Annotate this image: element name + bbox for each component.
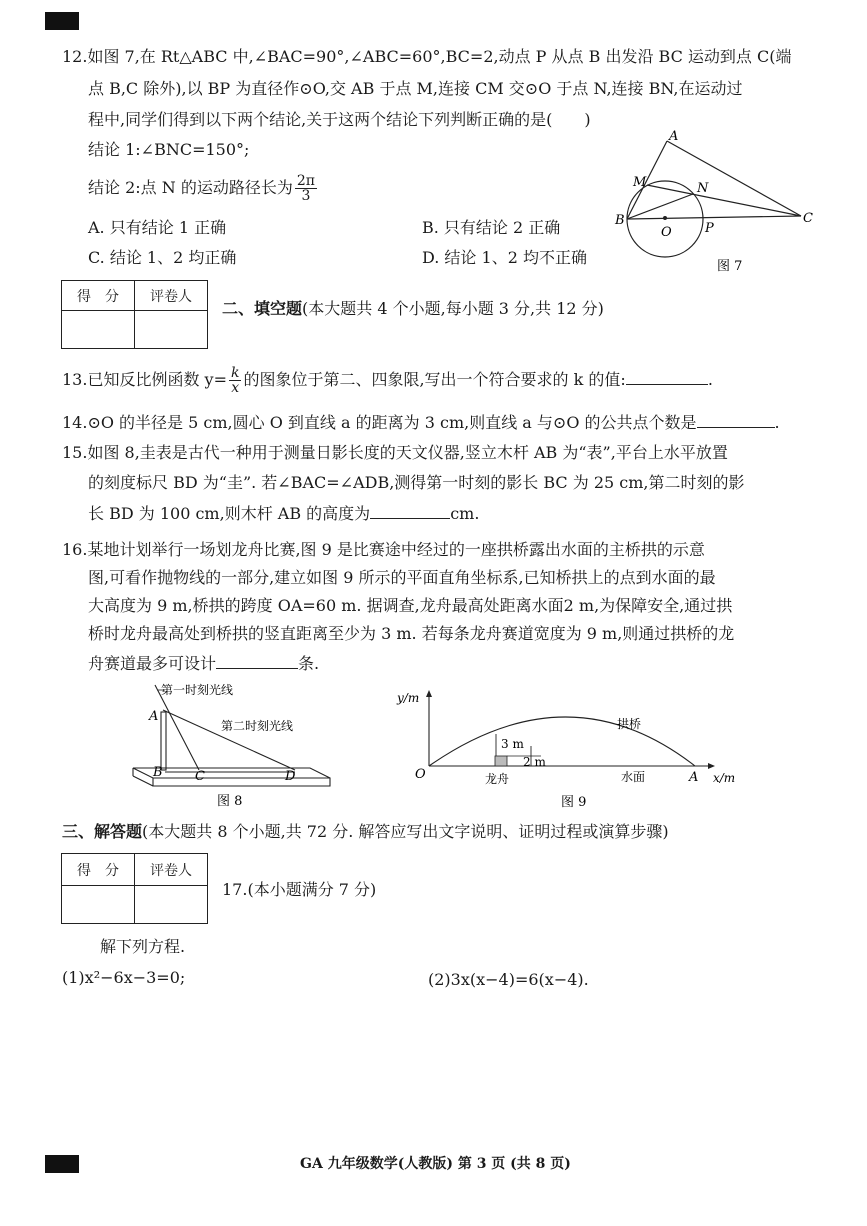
q17-instruction: 解下列方程. <box>100 937 186 956</box>
q13-prefix: 13.已知反比例函数 y= <box>62 370 227 389</box>
q13-fraction-num: k <box>230 365 240 381</box>
corner-mark-bottom <box>45 1155 79 1173</box>
fig7-label-m: M <box>633 175 647 190</box>
figure-9 <box>395 686 750 812</box>
grader-table-1 <box>61 280 208 349</box>
grader-score-label-2: 得 分 <box>62 854 135 886</box>
grader-score-label-1: 得 分 <box>62 281 135 311</box>
fig9-x-arrow <box>708 763 715 769</box>
q13-fraction-den: x <box>231 380 240 396</box>
q13 <box>62 360 713 400</box>
q14 <box>62 413 780 433</box>
section2-heading <box>222 299 604 319</box>
fig7-label-p: P <box>705 221 714 236</box>
q15-line3 <box>88 504 479 524</box>
q16-line4: 桥时龙舟最高处到桥拱的竖直距离至少为 3 m. 若每条龙舟赛道宽度为 9 m,则通过拱桥的龙 <box>88 624 735 643</box>
grader-reviewer-label-1: 评卷人 <box>135 281 208 311</box>
fig9-boat <box>495 756 507 766</box>
q17-title: 17.(本小题满分 7 分) <box>222 880 377 899</box>
fig7-label-n: N <box>697 181 709 196</box>
q12-line2: 点 B,C 除外),以 BP 为直径作⊙O,交 AB 于点 M,连接 CM 交⊙O 于点 N,连接 BN,在运动过 <box>88 79 743 98</box>
q13-suffix: 的图象位于第二、四象限,写出一个符合要求的 k 的值: <box>243 370 626 389</box>
q15-line2: 的刻度标尺 BD 为“圭”. 若∠BAC=∠ADB,测得第一时刻的影长 BC 为 25 cm,第二时刻的影 <box>88 473 745 492</box>
q12-conclusion2-text: 结论 2:点 N 的运动路径长为 <box>88 178 293 197</box>
q12-fraction-den: 3 <box>301 188 311 204</box>
q12-line1: 12.如图 7,在 Rt△ABC 中,∠BAC=90°,∠ABC=60°,BC=2,动点 P 从点 B 出发沿 BC 运动到点 C(端 <box>62 47 792 66</box>
fig8-label-c: C <box>195 769 205 784</box>
q14-answer-blank[interactable] <box>697 413 775 428</box>
fig9-water-label: 水面 <box>621 770 646 784</box>
fig8-platform-side <box>153 778 330 786</box>
section3-heading <box>62 822 669 842</box>
q15-line3-suffix: cm. <box>450 504 480 523</box>
page-footer: GA 九年级数学(人教版) 第 3 页 (共 8 页) <box>300 1156 571 1172</box>
q16-line3: 大高度为 9 m,桥拱的跨度 OA=60 m. 据调查,龙舟最高处距离水面2 m,为保障安全,通过拱 <box>88 596 733 615</box>
fig9-x-label: x/m <box>713 771 736 785</box>
q12-line3: 程中,同学们得到以下两个结论,关于这两个结论下列判断正确的是( ) <box>88 110 591 129</box>
figure-8 <box>125 680 350 810</box>
q16-line5-prefix: 舟赛道最多可设计 <box>88 654 217 673</box>
fig8-first-light-label: 第一时刻光线 <box>161 683 234 697</box>
q13-end: . <box>707 370 713 389</box>
fig8-label-a: A <box>149 709 159 724</box>
fig9-y-label: y/m <box>397 691 420 705</box>
fig9-y-arrow <box>426 690 432 697</box>
figure-7 <box>605 128 820 278</box>
section3-title: 三、解答题 <box>62 822 143 841</box>
fig7-segment-bc <box>627 216 801 219</box>
q12-conclusion2 <box>88 168 319 208</box>
fig8-first-light <box>155 685 199 770</box>
q12-option-b: B. 只有结论 2 正确 <box>422 218 561 237</box>
fig7-label-o: O <box>661 225 672 240</box>
q16-line5-suffix: 条. <box>298 654 320 673</box>
fig9-bridge-label: 拱桥 <box>617 717 642 731</box>
fig9-dim-3m-label: 3 m <box>501 737 524 751</box>
fig9-arch <box>429 717 695 766</box>
q15-answer-blank[interactable] <box>370 504 450 519</box>
grader-reviewer-label-2: 评卷人 <box>135 854 208 886</box>
q16-answer-blank[interactable] <box>216 654 298 669</box>
fig8-label-b: B <box>153 765 163 780</box>
fig7-segment-mc <box>647 185 801 216</box>
q16-line1: 16.某地计划举行一场划龙舟比赛,图 9 是比赛途中经过的一座拱桥露出水面的主桥拱的示意 <box>62 540 705 559</box>
fig7-segment-bn <box>627 194 693 219</box>
fig7-center-dot <box>663 216 667 220</box>
q17-part1: (1)x²−6x−3=0; <box>62 968 186 987</box>
fig9-point-a-label: A <box>689 770 699 785</box>
grader-reviewer-cell-1[interactable] <box>135 311 208 349</box>
corner-mark-top <box>45 12 79 30</box>
grader-reviewer-cell-2[interactable] <box>135 886 208 924</box>
q16-line5 <box>88 654 319 674</box>
q12-option-a: A. 只有结论 1 正确 <box>88 218 227 237</box>
section2-title: 二、填空题 <box>222 299 303 318</box>
fig8-platform-left-bottom <box>133 776 153 786</box>
grader-table-2 <box>61 853 208 924</box>
fig7-segment-ac <box>667 141 801 216</box>
fig7-label-c: C <box>803 211 813 226</box>
grader-score-cell-1[interactable] <box>62 311 135 349</box>
q15-line3-prefix: 长 BD 为 100 cm,则木杆 AB 的高度为 <box>88 504 371 523</box>
section2-note: (本大题共 4 个小题,每小题 3 分,共 12 分) <box>302 299 604 318</box>
q13-answer-blank[interactable] <box>626 370 708 385</box>
q12-conclusion1: 结论 1:∠BNC=150°; <box>88 140 250 159</box>
q12-fraction-num: 2π <box>296 173 315 189</box>
fig7-caption: 图 7 <box>717 259 743 274</box>
q14-end: . <box>774 413 780 432</box>
q17-part2: (2)3x(x−4)=6(x−4). <box>428 970 589 989</box>
fig7-label-b: B <box>615 213 625 228</box>
q13-fraction <box>229 366 241 395</box>
q14-text: 14.⊙O 的半径是 5 cm,圆心 O 到直线 a 的距离为 3 cm,则直线 a 与⊙O 的公共点个数是 <box>62 413 697 432</box>
q12-fraction <box>295 174 317 203</box>
section3-note: (本大题共 8 个小题,共 72 分. 解答应写出文字说明、证明过程或演算步骤) <box>142 822 669 841</box>
fig9-origin-label: O <box>415 767 426 782</box>
fig8-caption: 图 8 <box>217 794 243 809</box>
fig8-label-d: D <box>285 769 296 784</box>
fig7-label-a: A <box>669 129 679 144</box>
grader-score-cell-2[interactable] <box>62 886 135 924</box>
fig8-pole <box>161 712 166 770</box>
q12-option-d: D. 结论 1、2 均不正确 <box>422 248 587 267</box>
q15-line1: 15.如图 8,圭表是古代一种用于测量日影长度的天文仪器,竖立木杆 AB 为“表”,平台上水平放置 <box>62 443 728 462</box>
fig9-boat-label: 龙舟 <box>485 772 510 786</box>
fig9-caption: 图 9 <box>561 795 587 810</box>
fig9-dim-2m-label: 2 m <box>523 755 546 769</box>
fig8-second-light-label: 第二时刻光线 <box>221 719 294 733</box>
q12-option-c: C. 结论 1、2 均正确 <box>88 248 237 267</box>
q16-line2: 图,可看作抛物线的一部分,建立如图 9 所示的平面直角坐标系,已知桥拱上的点到水面的最 <box>88 568 716 587</box>
